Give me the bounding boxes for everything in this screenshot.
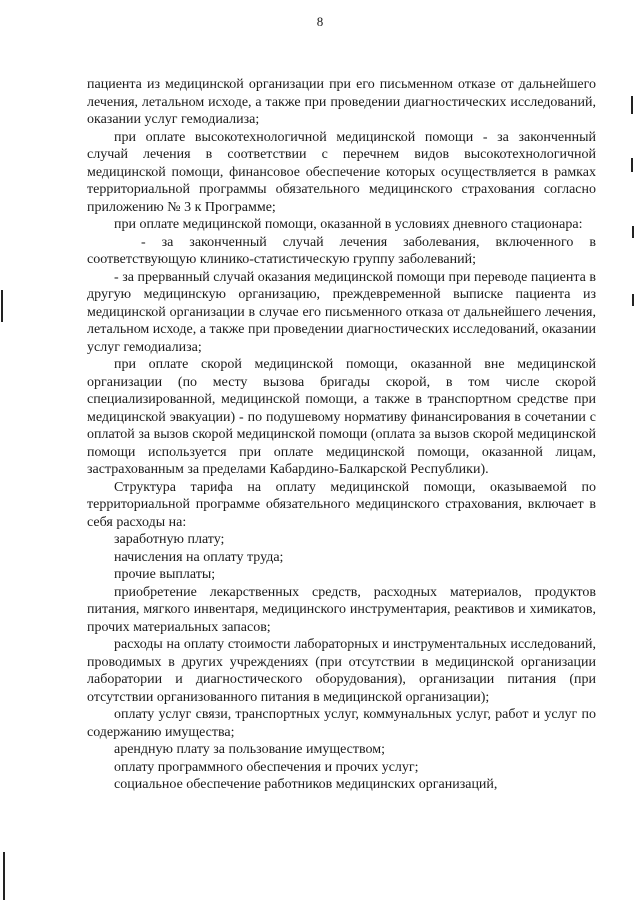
paragraph: - за прерванный случай оказания медицинской помощи при переводе пациента в другую медицинскую организацию, преждевременной выписке пациента из медицинской организации в случае его письменного отказа от дальнейшего лечения, летальном исходе, а также при проведении диагностических исследований, оказании услуг гемодиализа; (87, 269, 596, 355)
paragraph: оплату услуг связи, транспортных услуг, коммунальных услуг, работ и услуг по содержанию имущества; (87, 707, 596, 740)
scan-mark (631, 158, 633, 172)
scan-mark (632, 226, 634, 238)
paragraph: социальное обеспечение работников медицинских организаций, (114, 777, 498, 792)
document-body (87, 76, 596, 794)
paragraph: начисления на оплату труда; (114, 549, 284, 565)
paragraph: при оплате скорой медицинской помощи, оказанной вне медицинской организации (по месту вызова бригады скорой, в том числе скорой специализированной, медицинской помощи, а также в транспортном средстве при медицинской эвакуации) - по подушевому нормативу финансирования в сочетании с оплатой за вызов скорой медицинской помощи (оплата за вызов скорой медицинской помощи используется при оплате медицинской помощи, оказанной лицам, застрахованным за пределами Кабардино-Балкарской Республики). (87, 357, 596, 477)
paragraph: - за законченный случай лечения заболевания, включенного в соответствующую клинико-статистическую группу заболеваний; (87, 234, 596, 267)
paragraph: пациента из медицинской организации при его письменном отказе от дальнейшего лечения, летальном исходе, а также при проведении диагностических исследований, оказании услуг гемодиализа; (87, 77, 596, 127)
paragraph: расходы на оплату стоимости лабораторных и инструментальных исследований, проводимых в других учреждениях (при отсутствии в медицинской организации лаборатории и диагностического оборудования), организации питания (при отсутствии организованного питания в медицинской организации); (87, 637, 596, 705)
page-number: 8 (316, 14, 324, 29)
scan-mark (632, 294, 634, 306)
paragraph: оплату программного обеспечения и прочих услуг; (114, 759, 419, 775)
paragraph: прочие выплаты; (114, 567, 216, 582)
paragraph: при оплате медицинской помощи, оказанной в условиях дневного стационара: (114, 217, 583, 232)
scan-mark (1, 290, 3, 322)
scan-mark (631, 96, 633, 114)
paragraph: Структура тарифа на оплату медицинской помощи, оказываемой по территориальной программе обязательного медицинского страхования, включает в себя расходы на: (87, 479, 596, 530)
paragraph: заработную плату; (114, 532, 225, 547)
paragraph: при оплате высокотехнологичной медицинской помощи - за законченный случай лечения в соответствии с перечнем видов высокотехнологичной медицинской помощи, финансовое обеспечение которых осуществляется в рамках территориальной программы обязательного медицинского страхования согласно приложению № 3 к Программе; (87, 129, 596, 215)
scan-mark (3, 852, 5, 900)
paragraph: приобретение лекарственных средств, расходных материалов, продуктов питания, мягкого инвентаря, медицинского инструментария, реактивов и химикатов, прочих материальных запасов; (87, 584, 596, 635)
paragraph: арендную плату за пользование имуществом; (114, 742, 385, 757)
